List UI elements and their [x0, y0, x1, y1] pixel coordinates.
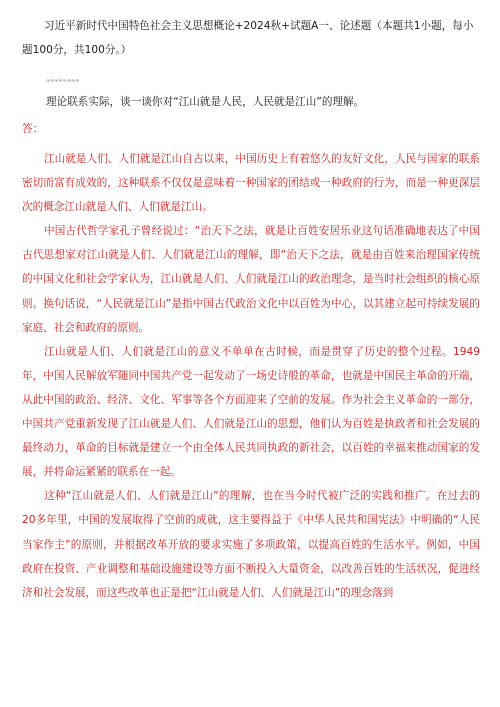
answer-paragraph: 这种“江山就是人们、人们就是江山”的理解，也在当今时代被广泛的实践和推广。在过去的20多年里，中国的发展取得了空前的成就，这主要得益于《中华人民共和国宪法》中明确的“人民当家作主”的原则，并根据改革开放的要求实施了多项政策，以提高百姓的生活水平。例如，中国政府在投资、产业调整和基础设施建设等方面不断投入大量资金，以改善百姓的生活状况，促进经济和社会发展，而这些改革也正是把“江山就是人们、人们就是江山”的理念落到	[22, 490, 480, 599]
answer-paragraph: 江山就是人们、人们就是江山自古以来，中国历史上有着悠久的友好文化，人民与国家的联系密切而富有成效的，这种联系不仅仅是意味着一种国家的团结或一种政府的行为，而是一种更深层次的概念江山就是人们、人们就是江山。	[22, 153, 480, 214]
exam-title: 习近平新时代中国特色社会主义思想概论+2024秋+试题A一、论述题（本题共1小题，每小题100分，共100分。）	[22, 20, 474, 56]
answer-label: 答：	[22, 123, 44, 135]
question-text: 理论联系实际，谈一谈你对“江山就是人民，人民就是江山”的理解。	[46, 96, 365, 108]
answer-body	[22, 147, 480, 605]
answer-paragraph: 中国古代哲学家孔子曾经说过：“治天下之法，就是让百姓安居乐业这句话准确地表达了中国古代思想家对江山就是人们、人们就是江山的理解，即“治天下之法，就是由百姓来治理国家传统的中国文化和社会学家认为，江山就是人们、人们就是江山的政治理念，是当时社会组织的核心原则。换句话说，“人民就是江山”是指中国古代政治文化中以百姓为中心，以其建立起可持续发展的家庭、社会和政府的原则。	[22, 225, 480, 334]
answer-paragraph: 江山就是人们、人们就是江山的意义不单单在古时候，而是贯穿了历史的整个过程。1949年，中国人民解放军随同中国共产党一起发动了一场史诗般的革命，也就是中国民主革命的开端，从此中国的政治、经济、文化、军事等各个方面迎来了空前的发展。作为社会主义革命的一部分，中国共产党重新发现了江山就是人们、人们就是江山的思想，他们认为百姓是执政者和社会发展的最终动力，革命的目标就是建立一个由全体人民共同执政的新社会，以百姓的幸福来推动国家的发展，并将命运紧紧的联系在一起。	[22, 345, 480, 479]
dotted-separator: ∞∞∞∞∞∞∞∞	[46, 78, 80, 84]
